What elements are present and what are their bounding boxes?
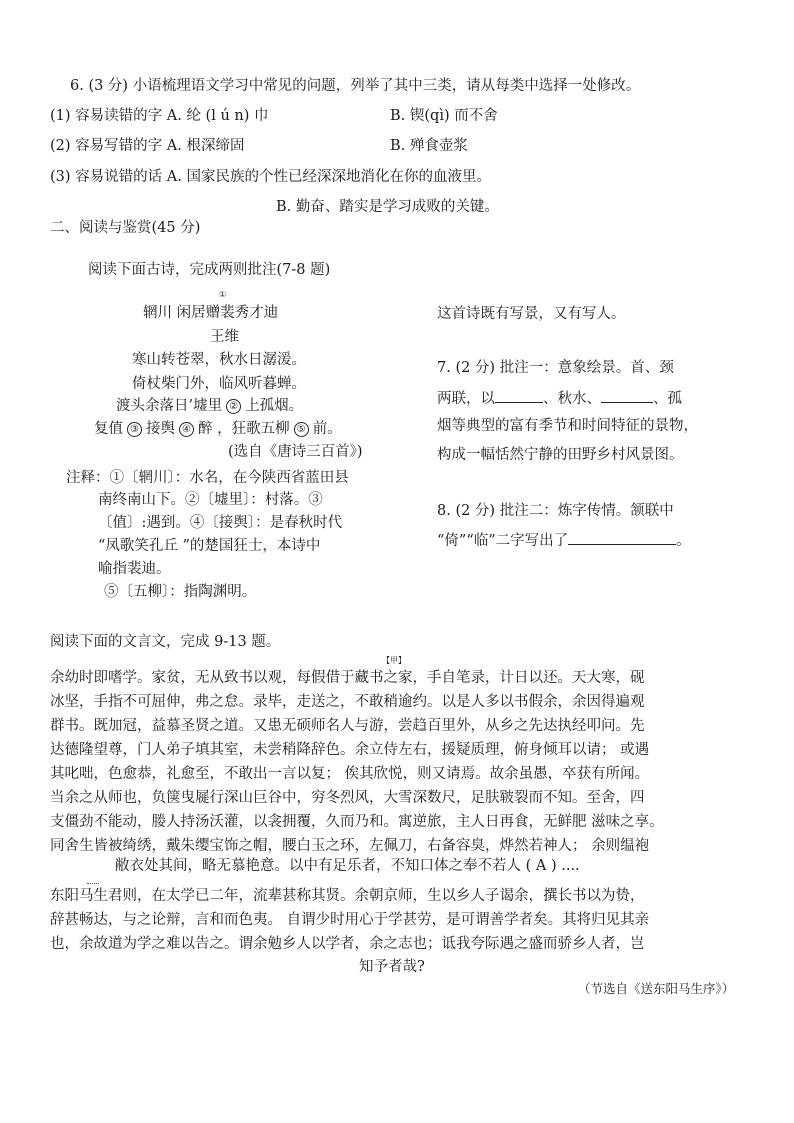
q6-item3-b: B. 勤奋、踏实是学习成败的关键。 [276,199,499,215]
poem-note-5: 喻指裴迪。 [98,561,171,577]
prose-line-3: 群书。既加冠，益慕圣贤之道。又患无硕师名人与游，尝趋百里外，从乡之先达执经叩问。先 [50,718,645,734]
poem-note-4: “凤歌笑孔丘 ”的楚国狂士，本诗中 [98,538,321,554]
annotation-intro: 这首诗既有写景，又有写人。 [437,306,626,322]
poem-title: 辋川 闲居赠裴秀才迪 [143,305,279,321]
section-heading: 二、阅读与鉴赏(45 分) [50,220,201,236]
poem-line-1: 寒山转苍翠，秋水日潺湲。 [132,352,306,368]
poem-note-6: ⑤〔五柳〕：指陶渊明。 [104,584,257,600]
prose-line-8: 同舍生皆被绮绣，戴朱缨宝饰之帽，腰白玉之环，左佩刀，右备容臭，烨然若神人； 余则缊袍 [50,838,650,854]
poem-line-2: 倚杖柴门外，临风听暮蝉。 [132,376,306,392]
q6-item1-b: B. 锲(qì) 而不舍 [390,108,498,124]
prose-line-13: 知予者哉? [359,959,425,975]
q7-line-1: 7. (2 分) 批注一：意象绘景。首、颈 [437,360,674,376]
poem-note-2: 南终南山下。②〔墟里〕：村落。③ [98,492,323,508]
q7-line-4: 构成一幅恬然宁静的田野乡村风景图。 [437,447,684,463]
q7-blank-1[interactable] [495,388,543,403]
q6-stem: 6. (3 分) 小语梳理语文学习中常见的问题，列举了其中三类，请从每类中选择一处修改。 [70,78,641,94]
prose-line-1: 余幼时即嗜学。家贫，无从致书以观，每假借于藏书之家，手自笔录，计日以还。天大寒，砚 [50,670,645,686]
q6-item2-a: (2) 容易写错的字 A. 根深缔固 [50,138,245,154]
poem-source: (选自《唐诗三百首》) [228,444,363,460]
prose-line-9: 敝衣处其间，略无慕艳意。以中有足乐者，不知口体之奉不若人 ( A ) .... [115,858,580,874]
poem-line-3: 渡头余落日’墟里 ② 上孤烟。 [116,398,304,414]
prose-line-12: 也，余故道为学之难以告之。谓余勉乡人以学者，余之志也；诋我夸际遇之盛而骄乡人者，岂 [50,936,645,952]
q7-blank-2[interactable] [601,388,653,403]
prose-source: （节选自《送东阳马生序》） [578,981,735,996]
poem-note-3: 〔值〕:遇到。④〔接舆〕：是春秋时代 [98,515,343,531]
prose-line-7: 支僵劲不能动，媵人持汤沃灌，以衾拥覆，久而乃和。寓逆旅，主人日再食，无鲜肥 滋味之享。 [50,814,664,830]
prose-line-5: 其叱咄，色愈恭，礼愈至，不敢出一言以复； 俟其欣悦，则又请焉。故余虽愚，卒获有所闻。 [50,766,650,782]
q6-item2-b: B. 殚食壶浆 [390,138,468,154]
prose-line-6: 当余之从师也，负箧曳屣行深山巨谷中，穷冬烈风，大雪深数尺，足肤皲裂而不知。至舍，四 [50,790,645,806]
prose-label: 【甲】 [382,656,406,665]
prose-line-2: 冰坚，手指不可屈伸，弗之怠。录毕，走送之，不敢稍逾约。以是人多以书假余，余因得遍观 [50,694,645,710]
q8-line-2: “倚”“临”二字写出了 。 [437,530,691,551]
q7-line-2: 两联，以 、秋水、 、孤 [437,388,682,409]
q7-line-3: 烟等典型的富有季节和时间特征的景物， [437,418,698,434]
prose-line-10: 东阳马生君则，在太学已二年，流辈甚称其贤。余朝京师，生以乡人子谒余，撰长书以为贽， [50,888,645,904]
prose-line-11: 辞甚畅达，与之论辩，言和而色夷。 自谓少时用心于学甚劳，是可谓善学者矣。其将归见其亲 [50,912,650,928]
poem-line-4: 复值 ③ 接舆 ④ 醉 ，狂歌五柳 ⑤ 前。 [94,421,342,437]
poem-footnote-mark: ① [219,290,227,299]
poem-author: 王维 [210,329,239,345]
q6-item1-a: (1) 容易读错的字 A. 纶 (l ú n) 巾 [50,108,269,124]
q6-item3-a: (3) 容易说错的话 A. 国家民族的个性已经深深地消化在你的血液里。 [50,169,491,185]
divider-dots [87,883,99,884]
prose-intro: 阅读下面的文言文，完成 9-13 题。 [50,634,281,650]
poem-note-1: 注释：①〔辋川〕：水名，在今陕西省蓝田县 [66,470,349,486]
q8-blank[interactable] [568,530,676,545]
poem-intro: 阅读下面古诗，完成两则批注(7-8 题) [88,262,331,278]
q8-line-1: 8. (2 分) 批注二：炼字传情。颔联中 [437,503,674,519]
prose-line-4: 达德隆望尊，门人弟子填其室，未尝稍降辞色。余立侍左右，援疑质理，俯身倾耳以请； 或遇 [50,742,650,758]
